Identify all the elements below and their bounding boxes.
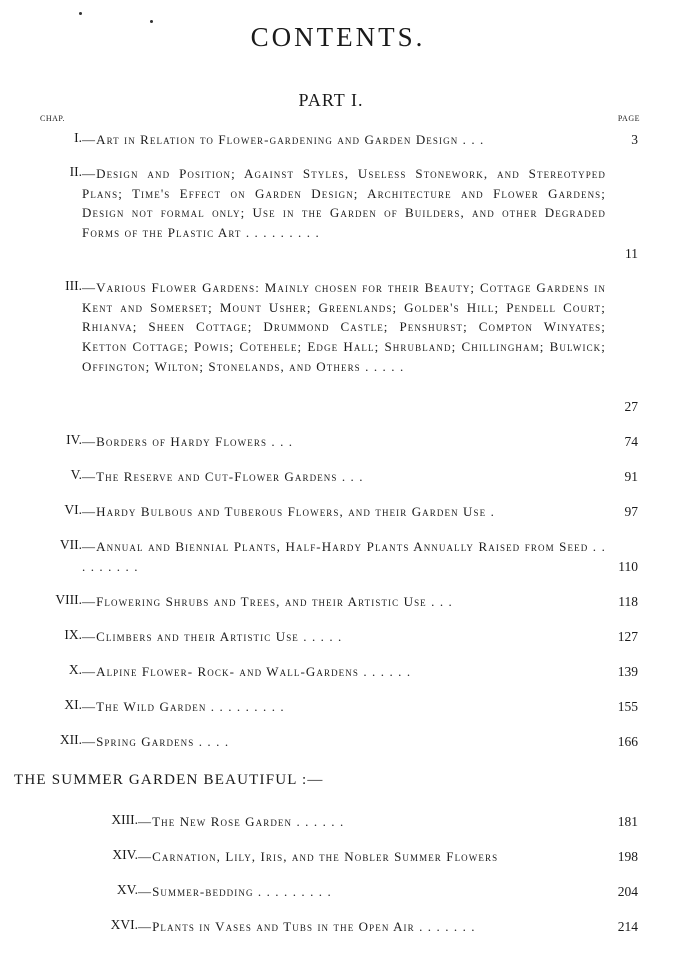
chapter-number: VIII. bbox=[55, 592, 82, 607]
chapter-number: XIII. bbox=[111, 812, 138, 827]
page-number: 27 bbox=[624, 399, 638, 414]
chapter-number: X. bbox=[68, 662, 82, 677]
page-number: 155 bbox=[617, 699, 638, 714]
chapter-title: —Alpine Flower- Rock- and Wall-Gardens . . . . . . bbox=[82, 664, 412, 679]
chapter-number: VII. bbox=[59, 537, 82, 552]
page-column-label: PAGE bbox=[617, 114, 640, 123]
page-number: 91 bbox=[624, 469, 638, 484]
chapter-number: XI. bbox=[64, 697, 82, 712]
page-title: CONTENTS. bbox=[250, 22, 426, 52]
chapter-title: —Plants in Vases and Tubs in the Open Air . . . . . . . bbox=[138, 919, 476, 934]
page-number: 127 bbox=[617, 629, 638, 644]
toc-entry bbox=[0, 627, 676, 649]
chapter-number: IV. bbox=[66, 432, 82, 447]
section-heading: THE SUMMER GARDEN BEAUTIFUL :— bbox=[14, 772, 324, 788]
page-number: 166 bbox=[617, 734, 638, 749]
chapter-title: —Hardy Bulbous and Tuberous Flowers, and their Garden Use . bbox=[82, 504, 495, 519]
chapter-number: I. bbox=[74, 130, 82, 145]
chapter-title: —Design and Position; Against Styles, Useless Stonework, and Stereotyped Plans; Time's Effect on Garden Design; Architecture and Flower Gardens; Design not formal only; Use in the Garden of Builders, and other Degraded Forms of the Plastic Art . . . . . . . . . bbox=[82, 166, 606, 241]
toc-entry bbox=[0, 592, 676, 614]
toc-entry bbox=[0, 662, 676, 684]
chapter-title: —Flowering Shrubs and Trees, and their Artistic Use . . . bbox=[82, 594, 453, 609]
page-number: 204 bbox=[617, 884, 638, 899]
toc-entry bbox=[0, 467, 676, 489]
toc-entry bbox=[0, 537, 676, 579]
toc-entry bbox=[0, 847, 676, 869]
chapter-title: —The Reserve and Cut-Flower Gardens . . . bbox=[82, 469, 364, 484]
toc-entry bbox=[0, 917, 676, 939]
page-number: 3 bbox=[631, 132, 638, 147]
page-number: 97 bbox=[624, 504, 638, 519]
toc-entry bbox=[0, 130, 676, 152]
chapter-number: IX. bbox=[64, 627, 82, 642]
chapter-title: —Annual and Biennial Plants, Half-Hardy Plants Annually Raised from Seed . . . . . . . . . bbox=[82, 539, 606, 574]
chapter-number: XII. bbox=[59, 732, 82, 747]
chapter-number: XV. bbox=[116, 882, 138, 897]
chapter-title: —Carnation, Lily, Iris, and the Nobler Summer Flowers bbox=[138, 849, 499, 864]
page-number: 74 bbox=[624, 434, 638, 449]
toc-entry bbox=[0, 502, 676, 524]
chapter-number: II. bbox=[69, 164, 82, 179]
chapter-number: XIV. bbox=[112, 847, 138, 862]
page-number: 118 bbox=[618, 594, 638, 609]
chapter-column-label: CHAP. bbox=[40, 114, 65, 123]
toc-entry bbox=[0, 812, 676, 834]
chapter-title: —Art in Relation to Flower-gardening and Garden Design . . . bbox=[82, 132, 485, 147]
chapter-title: —Borders of Hardy Flowers . . . bbox=[82, 434, 294, 449]
chapter-number: V. bbox=[70, 467, 82, 482]
page-number: 214 bbox=[617, 919, 638, 934]
toc-entry bbox=[0, 164, 676, 264]
page-number: 110 bbox=[618, 559, 638, 574]
toc-entry bbox=[0, 432, 676, 454]
chapter-number: III. bbox=[65, 278, 82, 293]
print-speck bbox=[79, 12, 82, 15]
part-heading: PART I. bbox=[298, 90, 364, 110]
page-number: 139 bbox=[617, 664, 638, 679]
chapter-title: —Various Flower Gardens: Mainly chosen for their Beauty; Cottage Gardens in Kent and Somerset; Mount Usher; Greenlands; Golder's Hill; Pendell Court; Rhianva; Sheen Cottage; Drummond Castle; Penshurst; Compton Winyates; Ketton Cottage; Powis; Cotehele; Edge Hall; Shrubland; Chillingham; Bulwick; Offington; Wilton; Stonelands, and Others . . . . . bbox=[82, 280, 606, 374]
chapter-number: XVI. bbox=[110, 917, 138, 932]
toc-entry bbox=[0, 882, 676, 904]
toc-entry bbox=[0, 278, 676, 418]
chapter-title: —Summer-bedding . . . . . . . . . bbox=[138, 884, 332, 899]
chapter-number: VI. bbox=[64, 502, 82, 517]
toc-entry bbox=[0, 732, 676, 754]
toc-entry bbox=[0, 697, 676, 719]
chapter-title: —The New Rose Garden . . . . . . bbox=[138, 814, 345, 829]
chapter-title: —Climbers and their Artistic Use . . . . . bbox=[82, 629, 343, 644]
page-number: 11 bbox=[625, 246, 638, 261]
chapter-title: —Spring Gardens . . . . bbox=[82, 734, 230, 749]
chapter-title: —The Wild Garden . . . . . . . . . bbox=[82, 699, 285, 714]
page-number: 181 bbox=[617, 814, 638, 829]
page-number: 198 bbox=[617, 849, 638, 864]
